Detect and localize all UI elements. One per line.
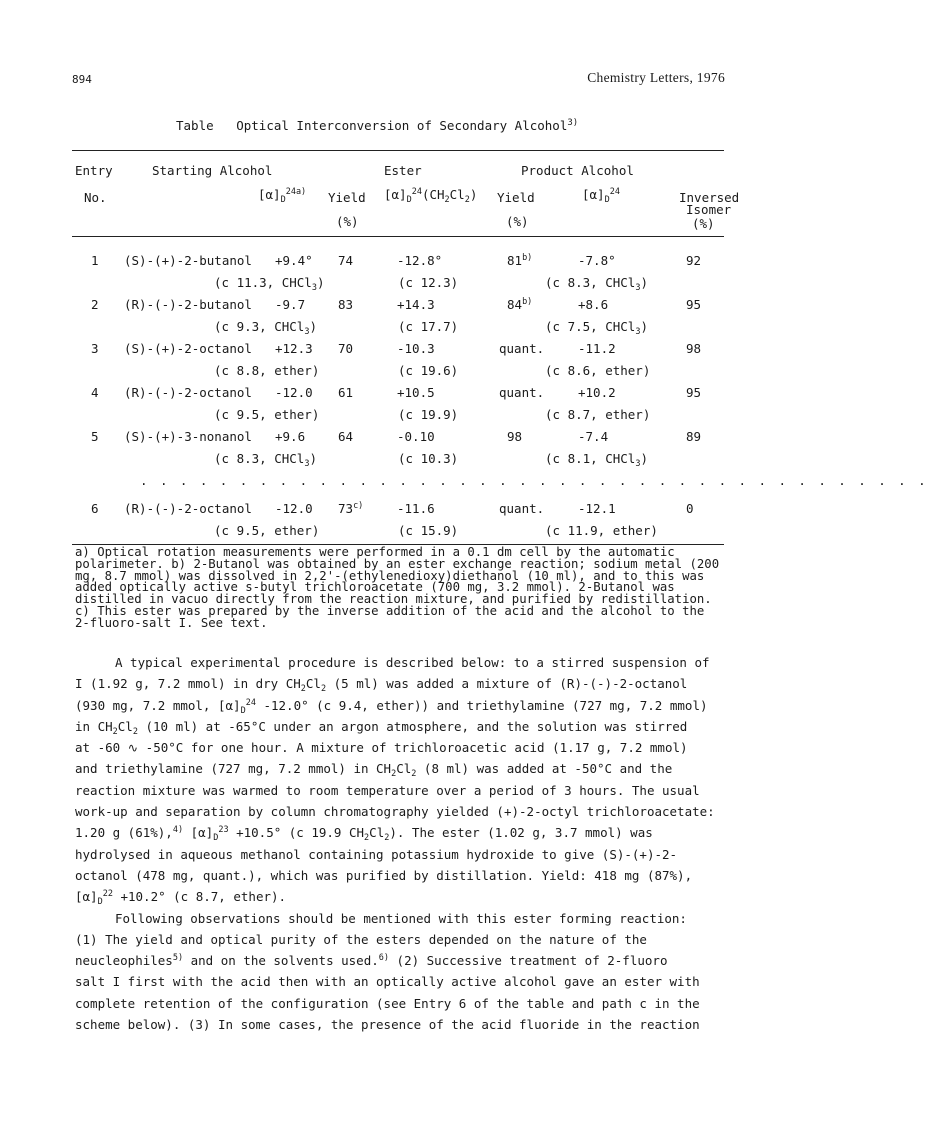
row-product-rotation: -7.8°: [578, 253, 616, 268]
header-ester-rotation: $[\alpha]_D^{24}(CH_2Cl_2)$: [384, 187, 478, 205]
header-product-yield: Yield: [497, 190, 535, 205]
row-alcohol: (R)-(-)-2-octanol: [124, 501, 252, 516]
paragraph-observations: Following observations should be mentioned with this ester forming reaction: (1) The yield and optical purity of the esters depended on the nature of the neucleophiles$^{5)}$ and on the solvents used.$^{6)}$ (2) Successive treatment of 2-fluoro salt I first with the acid then with an optically active alcohol gave an ester with complete retention of the configuration (see Entry 6 of the table and path c in the scheme below). (3) In some cases, the presence of the acid fluoride in the reaction: [75, 910, 700, 1033]
header-product-rotation: $[\alpha]_D^{24}$: [582, 187, 620, 205]
row-no: 6: [91, 501, 99, 516]
row-product-rotation: -7.4: [578, 429, 609, 444]
row-conditions: (c 9.5, ether): [214, 407, 320, 422]
row-product-conditions: (c 7.5, CHCl$_3$): [545, 319, 648, 337]
row-inversed-isomer: 92: [686, 253, 702, 268]
row-conditions: (c 9.5, ether): [214, 523, 320, 538]
header-ester: Ester: [384, 163, 422, 178]
row-ester-yield: 74: [338, 253, 354, 268]
header-starting-alcohol: Starting Alcohol: [152, 163, 273, 178]
row-product-conditions: (c 8.1, CHCl$_3$): [545, 451, 648, 469]
row-no: 1: [91, 253, 99, 268]
row-rotation: +9.4°: [275, 253, 313, 268]
header-product-yield-unit: (%): [506, 214, 529, 229]
footnote-text: a) Optical rotation measurements were performed in a 0.1 dm cell by the automatic polarimeter. b) 2-Butanol was obtained by an ester exchange reaction; sodium metal (200 mg, 8.7 mmol) was dissolved in 2,2'-(ethylenedioxy)diethanol (10 ml), and to this was added optically active s-butyl trichloroacetate (700 mg, 3.2 mmol). 2-Butanol was distilled in vacuo directly from the reaction mixture, and purified by redistillation. c) This ester was prepared by the inverse addition of the acid and the alcohol to the 2-fluoro-salt I. See text.: [75, 545, 720, 630]
header-starting-rotation: $[\alpha]_D^{24a)}$: [258, 187, 307, 205]
table-top-rule: [72, 150, 724, 151]
row-product-rotation: -11.2: [578, 341, 616, 356]
row-product-rotation: +10.2: [578, 385, 616, 400]
row-conditions: (c 11.3, CHCl$_3$): [214, 275, 325, 293]
row-ester-yield: 83: [338, 297, 354, 312]
body-text: [75, 652, 727, 1035]
row-ester-rotation: -0.10: [397, 429, 435, 444]
row-inversed-isomer: 98: [686, 341, 702, 356]
caption-title: Optical Interconversion of Secondary Alcohol: [236, 118, 568, 133]
row-product-yield: quant.: [499, 501, 545, 516]
row-product-conditions: (c 11.9, ether): [545, 523, 658, 538]
row-ester-rotation: -11.6: [397, 501, 435, 516]
row-rotation: +9.6: [275, 429, 306, 444]
row-conditions: (c 8.3, CHCl$_3$): [214, 451, 317, 469]
row-rotation: -12.0: [275, 385, 313, 400]
row-ester-conditions: (c 17.7): [398, 319, 459, 334]
row-product-conditions: (c 8.6, ether): [545, 363, 651, 378]
row-alcohol: (R)-(-)-2-butanol: [124, 297, 252, 312]
row-product-yield: quant.: [499, 341, 545, 356]
row-product-yield: 81$^{b)}$: [507, 253, 533, 268]
row-alcohol: (R)-(-)-2-octanol: [124, 385, 252, 400]
row-alcohol: (S)-(+)-3-nonanol: [124, 429, 252, 444]
header-no: No.: [84, 190, 107, 205]
paragraph-procedure: A typical experimental procedure is described below: to a stirred suspension of I (1.92 g, 7.2 mmol) in dry $CH_2Cl_2$ (5 ml) was added a mixture of (R)-(-)-2-octanol (930 mg, 7.2 mmol, $[\alpha]_D^{24}$ -12.0° (c 9.4, ether)) and triethylamine (727 mg, 7.2 mmol) in $CH_2Cl_2$ (10 ml) at -65°C under an argon atmosphere, and the solution was stirred at -60 ∿ -50°C for one hour. A mixture of trichloroacetic acid (1.17 g, 7.2 mmol) and triethylamine (727 mg, 7.2 mmol) in $CH_2Cl_2$ (8 ml) was added at -50°C and the reaction mixture was warmed to room temperature over a period of 3 hours. The usual work-up and separation by column chromatography yielded (+)-2-octyl trichloroacetate: 1.20 g (61%),$^{4)}$ $[\alpha]_D^{23} +10.5^\circ$ (c 19.9 $CH_2Cl_2$). The ester (1.02 g, 3.7 mmol) was hydrolysed in aqueous methanol containing potassium hydroxide to give (S)-(+)-2- octanol (478 mg, quant.), which was purified by distillation. Yield: 418 mg (87%), $[\alpha]_D^{22} +10.2^\circ$ (c 8.7, ether).: [75, 655, 715, 908]
caption-ref: 3): [567, 118, 579, 128]
row-inversed-isomer: 95: [686, 385, 702, 400]
row-product-conditions: (c 8.7, ether): [545, 407, 651, 422]
table-caption: [176, 118, 578, 133]
row-alcohol: (S)-(+)-2-butanol: [124, 253, 252, 268]
row-inversed-isomer: 0: [686, 501, 694, 516]
row-no: 3: [91, 341, 99, 356]
row-ester-rotation: +10.5: [397, 385, 435, 400]
page-number: 894: [72, 73, 92, 86]
row-product-yield: quant.: [499, 385, 545, 400]
row-rotation: -12.0: [275, 501, 313, 516]
header-inversed: Inversed: [679, 190, 740, 205]
header-product-alcohol: Product Alcohol: [521, 163, 634, 178]
row-product-yield: 98: [507, 429, 523, 444]
journal-title: Chemistry Letters, 1976: [587, 70, 725, 85]
table-footnotes: [75, 547, 725, 630]
row-ester-rotation: -12.8°: [397, 253, 443, 268]
row-ester-conditions: (c 15.9): [398, 523, 459, 538]
row-no: 5: [91, 429, 99, 444]
row-alcohol: (S)-(+)-2-octanol: [124, 341, 252, 356]
row-conditions: (c 8.8, ether): [214, 363, 320, 378]
row-no: 2: [91, 297, 99, 312]
table-separator-dots: . . . . . . . . . . . . . . . . . . . . . . . . . . . . . . . . . . . . . . . .: [140, 473, 928, 488]
row-product-conditions: (c 8.3, CHCl$_3$): [545, 275, 648, 293]
row-ester-conditions: (c 19.6): [398, 363, 459, 378]
table-header-rule: [72, 236, 724, 237]
header-ester-yield: Yield: [328, 190, 366, 205]
row-inversed-isomer: 95: [686, 297, 702, 312]
header-entry: Entry: [75, 163, 113, 178]
row-ester-yield: 61: [338, 385, 354, 400]
row-ester-yield: 70: [338, 341, 354, 356]
row-ester-conditions: (c 10.3): [398, 451, 459, 466]
row-rotation: -9.7: [275, 297, 306, 312]
header-isomer: Isomer: [686, 202, 732, 217]
row-product-rotation: -12.1: [578, 501, 616, 516]
row-ester-yield: 73$^{c)}$: [338, 501, 364, 516]
header-inversed-unit: (%): [692, 216, 715, 231]
row-inversed-isomer: 89: [686, 429, 702, 444]
row-rotation: +12.3: [275, 341, 313, 356]
row-ester-conditions: (c 19.9): [398, 407, 459, 422]
row-ester-rotation: -10.3: [397, 341, 435, 356]
row-no: 4: [91, 385, 99, 400]
header-ester-yield-unit: (%): [336, 214, 359, 229]
row-ester-rotation: +14.3: [397, 297, 435, 312]
caption-prefix: Table: [176, 118, 214, 133]
row-product-yield: 84$^{b)}$: [507, 297, 533, 312]
row-conditions: (c 9.3, CHCl$_3$): [214, 319, 317, 337]
row-ester-conditions: (c 12.3): [398, 275, 459, 290]
row-ester-yield: 64: [338, 429, 354, 444]
row-product-rotation: +8.6: [578, 297, 609, 312]
